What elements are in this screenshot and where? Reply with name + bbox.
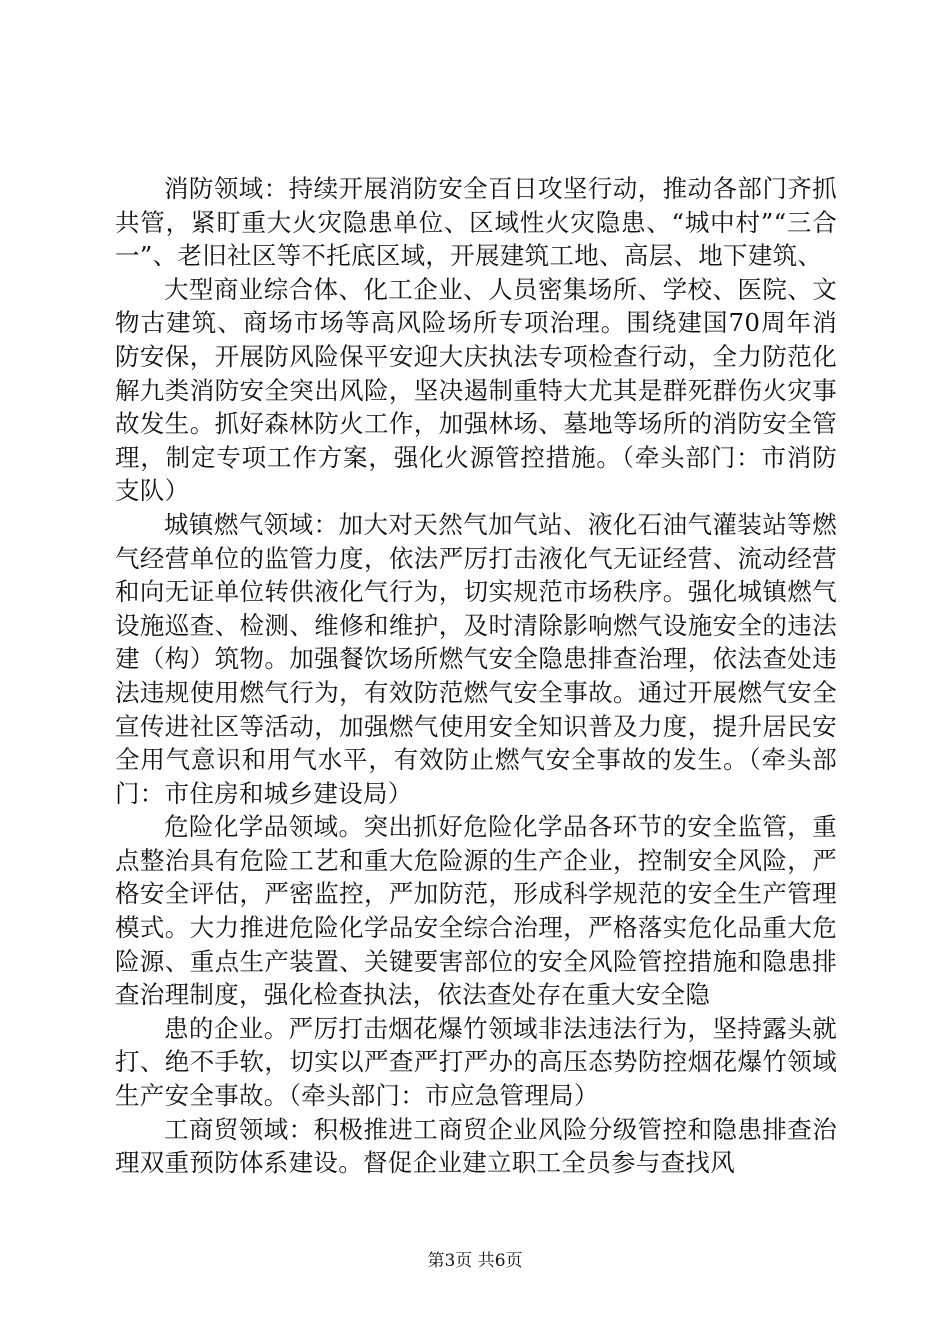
document-body: [115, 172, 837, 1180]
paragraph-fire-safety: 消防领域：持续开展消防安全百日攻坚行动，推动各部门齐抓共管，紧盯重大火灾隐患单位、区域性火灾隐患、“城中村”“三合一”、老旧社区等不托底区域，开展建筑工地、高层、地下建筑、: [115, 174, 837, 271]
paragraph-urban-gas: 城镇燃气领域：加大对天然气加气站、液化石油气灌装站等燃气经营单位的监管力度，依法严厉打击液化气无证经营、流动经营和向无证单位转供液化气行为，切实规范市场秩序。强化城镇燃气设施巡查、检测、维修和维护，及时清除影响燃气设施安全的违法建（构）筑物。加强餐饮场所燃气安全隐患排查治理，依法查处违法违规使用燃气行为，有效防范燃气安全事故。通过开展燃气安全宣传进社区等活动，加强燃气使用安全知识普及力度，提升居民安全用气意识和用气水平，有效防止燃气安全事故的发生。（牵头部门：市住房和城乡建设局）: [115, 509, 837, 808]
paragraph-industry-trade: 工商贸领域：积极推进工商贸企业风险分级管控和隐患排查治理双重预防体系建设。督促企业建立职工全员参与查找风: [115, 1114, 837, 1178]
page-footer: 第3页 共6页: [427, 1251, 523, 1271]
paragraph-fire-safety-continued: 大型商业综合体、化工企业、人员密集场所、学校、医院、文物古建筑、商场市场等高风险场所专项治理。围绕建国70周年消防安保，开展防风险保平安迎大庆执法专项检查行动，全力防范化解九类消防安全突出风险，坚决遏制重特大尤其是群死群伤火灾事故发生。抓好森林防火工作，加强林场、墓地等场所的消防安全管理，制定专项工作方案，强化火源管控措施。（牵头部门：市消防支队）: [115, 274, 837, 506]
paragraph-fireworks: 患的企业。严厉打击烟花爆竹领域非法违法行为，坚持露头就打、绝不手软，切实以严查严打严办的高压态势防控烟花爆竹领域生产安全事故。（牵头部门：市应急管理局）: [115, 1013, 837, 1111]
paragraph-hazardous-chemicals: 危险化学品领域。突出抓好危险化学品各环节的安全监管，重点整治具有危险工艺和重大危险源的生产企业，控制安全风险，严格安全评估，严密监控，严加防范，形成科学规范的安全生产管理模式。大力推进危险化学品安全综合治理，严格落实危化品重大危险源、重点生产装置、关键要害部位的安全风险管控措施和隐患排查治理制度，强化检查执法，依法查处存在重大安全隐: [115, 812, 837, 1010]
